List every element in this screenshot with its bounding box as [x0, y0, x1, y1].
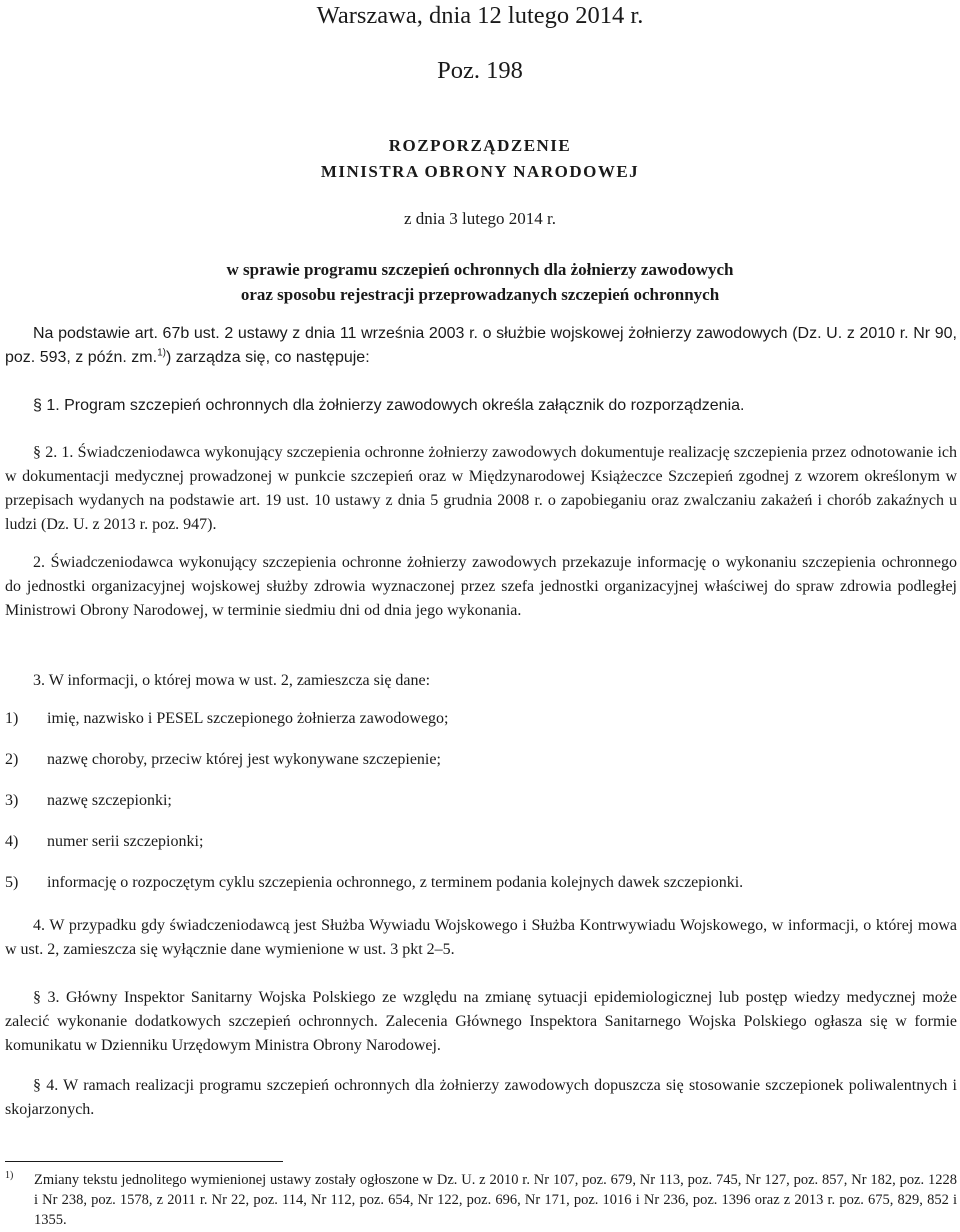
preamble-text-end: ) zarządza się, co następuje: [165, 349, 370, 366]
paragraph-4-text: § 4. W ramach realizacji programu szczepień ochronnych dla żołnierzy zawodowych dopuszcza się stosowanie szczepionek poliwalentnych i skojarzonych. [5, 1077, 957, 1118]
list-item-number: 4) [5, 833, 19, 850]
paragraph-2-section-1 [5, 441, 957, 537]
paragraph-2-section-3 [5, 669, 957, 693]
list-item [5, 707, 935, 731]
list-item-text: informację o rozpoczętym cyklu szczepienia ochronnego, z terminem podania kolejnych dawek szczepionki. [47, 874, 744, 891]
paragraph-2-section-2-text: 2. Świadczeniodawca wykonujący szczepienia ochronne żołnierzy zawodowych przekazuje informację o wykonaniu szczepienia ochronnego do jednostki organizacyjnej wojskowej służby zdrowia wyznaczonej przez szefa jednostki organizacyjnej właściwej do spraw zdrowia podległej Ministrowi Obrony Narodowej, w terminie siedmiu dni od dnia jego wykonania. [5, 554, 957, 619]
preamble-text: Na podstawie art. 67b ust. 2 ustawy z dnia 11 września 2003 r. o służbie wojskowej żołnierzy zawodowych (Dz. U. z 2010 r. Nr 90, poz. 593, z późn. zm. [5, 325, 957, 366]
list-item [5, 789, 935, 813]
list-item-number: 2) [5, 751, 19, 768]
list-item-text: numer serii szczepionki; [47, 833, 204, 850]
list-item [5, 871, 935, 895]
footnote-separator [5, 1161, 283, 1162]
act-title-line-1: w sprawie programu szczepień ochronnych dla żołnierzy zawodowych [226, 260, 734, 279]
header-position: Poz. 198 [437, 57, 523, 84]
act-title [0, 257, 960, 307]
paragraph-4 [5, 1074, 957, 1122]
list-item-text: nazwę choroby, przeciw której jest wykonywane szczepienie; [47, 751, 441, 768]
list-item-number: 5) [5, 874, 19, 891]
paragraph-1-text: § 1. Program szczepień ochronnych dla żołnierzy zawodowych określa załącznik do rozporządzenia. [33, 397, 745, 414]
paragraph-1 [5, 394, 957, 418]
footnote-reference: 1) [157, 347, 166, 359]
paragraph-2-section-2 [5, 551, 957, 623]
act-authority: MINISTRA OBRONY NARODOWEJ [320, 162, 640, 181]
list-item-text: imię, nazwisko i PESEL szczepionego żołnierza zawodowego; [47, 710, 449, 727]
paragraph-2-section-1-text: § 2. 1. Świadczeniodawca wykonujący szczepienia ochronne żołnierzy zawodowych dokumentuje realizację szczepienia przez odnotowanie ich w dokumentacji medycznej prowadzonej w punkcie szczepień oraz w Międzynarodowej Książeczce Szczepień zgodnej z wzorem określonym w przepisach wydanych na podstawie art. 19 ust. 10 ustawy z dnia 5 grudnia 2008 r. o zapobieganiu oraz zwalczaniu zakażeń i chorób zakaźnych u ludzi (Dz. U. z 2013 r. poz. 947). [5, 444, 957, 533]
list-item [5, 830, 935, 854]
act-title-line-2: oraz sposobu rejestracji przeprowadzanych szczepień ochronnych [240, 285, 720, 304]
preamble [5, 322, 957, 370]
act-date: z dnia 3 lutego 2014 r. [403, 209, 557, 228]
list-item [5, 748, 935, 772]
paragraph-2-section-4-text: 4. W przypadku gdy świadczeniodawcą jest Służba Wywiadu Wojskowego i Służba Kontrwywiadu Wojskowego, w informacji, o której mowa w ust. 2, zamieszcza się wyłącznie dane wymienione w ust. 3 pkt 2–5. [5, 917, 957, 958]
list-item-number: 1) [5, 710, 19, 727]
footnote-text: Zmiany tekstu jednolitego wymienionej ustawy zostały ogłoszone w Dz. U. z 2010 r. Nr 107, poz. 679, Nr 113, poz. 745, Nr 127, poz. 857, Nr 182, poz. 1228 i Nr 238, poz. 1578, z 2011 r. Nr 22, poz. 114, Nr 112, poz. 654, Nr 122, poz. 696, Nr 171, poz. 1016 i Nr 236, poz. 1396 oraz z 2013 r. poz. 675, 829, 852 i 1355. [34, 1172, 957, 1228]
footnote-mark: 1) [5, 1170, 14, 1181]
paragraph-2-section-3-text: 3. W informacji, o której mowa w ust. 2, zamieszcza się dane: [33, 672, 431, 689]
paragraph-2-section-4 [5, 914, 957, 962]
header-place-date: Warszawa, dnia 12 lutego 2014 r. [316, 2, 644, 29]
paragraph-3 [5, 986, 957, 1058]
list-item-text: nazwę szczepionki; [47, 792, 172, 809]
list-item-number: 3) [5, 792, 19, 809]
act-type: ROZPORZĄDZENIE [388, 136, 572, 155]
paragraph-3-text: § 3. Główny Inspektor Sanitarny Wojska Polskiego ze względu na zmianę sytuacji epidemiologicznej lub postęp wiedzy medycznej może zalecić wykonanie dodatkowych szczepień ochronnych. Zalecenia Głównego Inspektora Sanitarnego Wojska Polskiego ogłasza się w formie komunikatu w Dzienniku Urzędowym Ministra Obrony Narodowej. [5, 989, 957, 1054]
